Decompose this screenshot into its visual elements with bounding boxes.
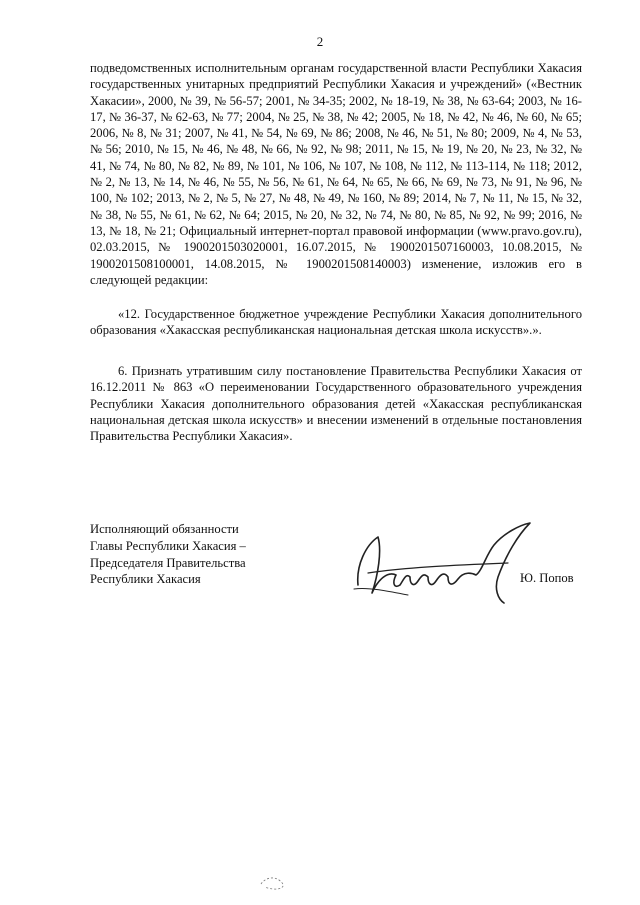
handwritten-signature bbox=[348, 515, 548, 615]
signatory-title-line: Главы Республики Хакасия – bbox=[90, 538, 246, 553]
scan-mark bbox=[255, 870, 295, 892]
page-number: 2 bbox=[316, 34, 324, 49]
signatory-title-line: Исполняющий обязанности bbox=[90, 522, 239, 536]
paragraph-amendment-text: подведомственных исполнительным органам государственной власти Республики Хакасия государственных унитарных предприятий Республики Хакасия и учреждений» («Вестник Хакасии», 2000, № 39, № 56-57; 2001, № 34-35; 2002, № 18-19, № 38, № 63-64; 2003, № 16-17, № 36-37, № 62-63, № 77; 2004, № 25, № 38, № 42; 2005, № 18, № 42, № 46, № 60, № 65; 2006, № 8, № 31; 2007, № 41, № 54, № 69, № 86; 2008, № 46, № 51, № 80; 2009, № 4, № 53, № 56; 2010, № 15, № 46, № 48, № 66, № 92, № 98; 2011, № 15, № 19, № 20, № 23, № 32, № 41, № 74, № 80, № 82, № 89, № 101, № 106, № 107, № 108, № 112, № 113-114, № 118; 2012, № 2, № 13, № 14, № 46, № 55, № 56, № 61, № 64, № 65, № 66, № 69, № 73, № 91, № 96, № 100, № 102; 2013, № 2, № 5, № 27, № 48, № 49, № 160, № 89; 2014, № 7, № 11, № 15, № 32, № 38, № 55, № 61, № 62, № 64; 2015, № 20, № 32, № 74, № 80, № 85, № 92, № 99; 2016, № 13, № 18, № 21; Официальный интернет-портал правовой информации (www.pravo.gov.ru), 02.03.2015, № 1900201503020001, 16.07.2015, № 1900201507160003, 10.08.2015, № 1900201508100001, 14.08.2015, № 1900201508140003) изменение, изложив его в следующей редакции: bbox=[90, 61, 582, 287]
signatory-title-line: Республики Хакасия bbox=[90, 572, 201, 587]
paragraph-item-6: 6. Признать утратившим силу постановление Правительства Республики Хакасия от 16.12.2011 № 863 «О переименовании Государственного образовательного учреждения Республики Хакасия дополнительного образования детей «Хакасская республиканская национальная детская школа искусств» и внесении изменений в отдельные постановления Правительства Республики Хакасия». bbox=[90, 364, 582, 444]
signatory-name: Ю. Попов bbox=[520, 571, 574, 585]
signatory-title bbox=[90, 521, 310, 588]
signatory-title-line: Председателя Правительства bbox=[90, 555, 246, 570]
paragraph-item-12: «12. Государственное бюджетное учреждение Республики Хакасия дополнительного образования «Хакасская республиканская национальная детская школа искусств».». bbox=[90, 307, 582, 338]
